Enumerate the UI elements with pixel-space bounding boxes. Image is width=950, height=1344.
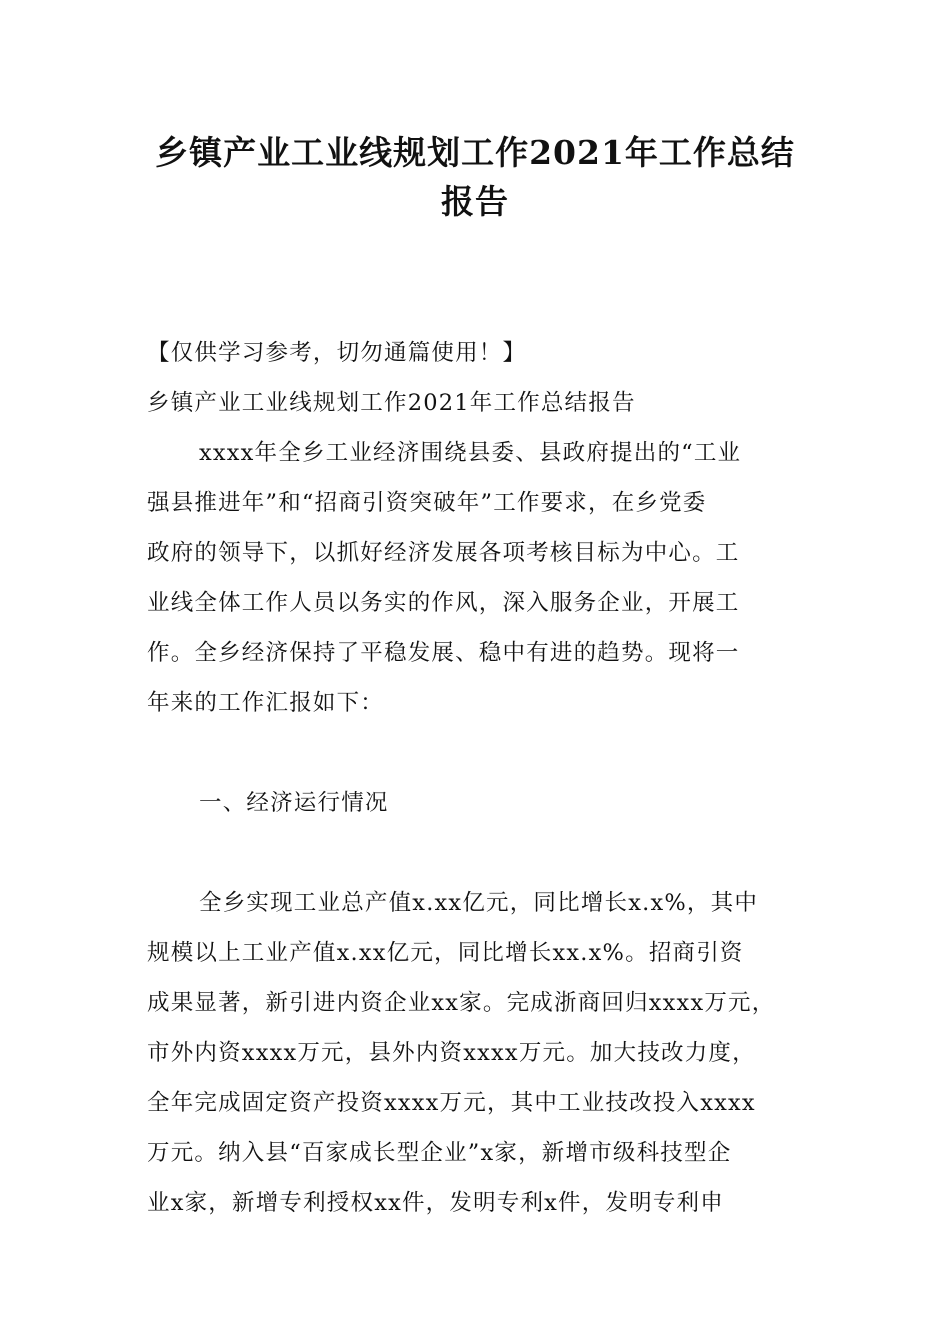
spacer xyxy=(147,828,815,878)
paragraph-2-line: 成果显著，新引进内资企业xx家。完成浙商回归xxxx万元， xyxy=(147,990,776,1016)
spacer xyxy=(147,728,815,778)
title-line-2: 报告 xyxy=(441,182,509,221)
paragraph-1-line: 强县推进年”和“招商引资突破年”工作要求，在乡党委 xyxy=(147,490,707,516)
paragraph-2-line: 业x家，新增专利授权xx件，发明专利x件，发明专利申 xyxy=(147,1190,724,1216)
title-line-1: 乡镇产业工业线规划工作2021年工作总结 xyxy=(155,133,795,172)
paragraph-2-line: 市外内资xxxx万元，县外内资xxxx万元。加大技改力度， xyxy=(147,1040,756,1066)
paragraph-2-line: 规模以上工业产值x.xx亿元，同比增长xx.x%。招商引资 xyxy=(147,940,744,966)
paragraph-1-line: 作。全乡经济保持了平稳发展、稳中有进的趋势。现将一 xyxy=(147,640,740,666)
paragraph-1-line: xxxx年全乡工业经济围绕县委、县政府提出的“工业 xyxy=(199,440,742,466)
document-title xyxy=(120,128,830,226)
paragraph-1-line: 政府的领导下，以抓好经济发展各项考核目标为中心。工 xyxy=(147,540,740,566)
document-body xyxy=(147,328,815,1228)
paragraph-1-line: 年来的工作汇报如下： xyxy=(147,690,385,716)
paragraph-2-line: 全乡实现工业总产值x.xx亿元，同比增长x.x%，其中 xyxy=(199,890,759,916)
subtitle-text: 乡镇产业工业线规划工作2021年工作总结报告 xyxy=(147,390,636,416)
paragraph-1-line: 业线全体工作人员以务实的作风，深入服务企业，开展工 xyxy=(147,590,740,616)
notice-text: 【仅供学习参考，切勿通篇使用！】 xyxy=(147,340,527,366)
paragraph-2-line: 全年完成固定资产投资xxxx万元，其中工业技改投入xxxx xyxy=(147,1090,756,1116)
section-heading: 一、经济运行情况 xyxy=(199,790,389,816)
paragraph-2-line: 万元。纳入县“百家成长型企业”x家，新增市级科技型企 xyxy=(147,1140,732,1166)
